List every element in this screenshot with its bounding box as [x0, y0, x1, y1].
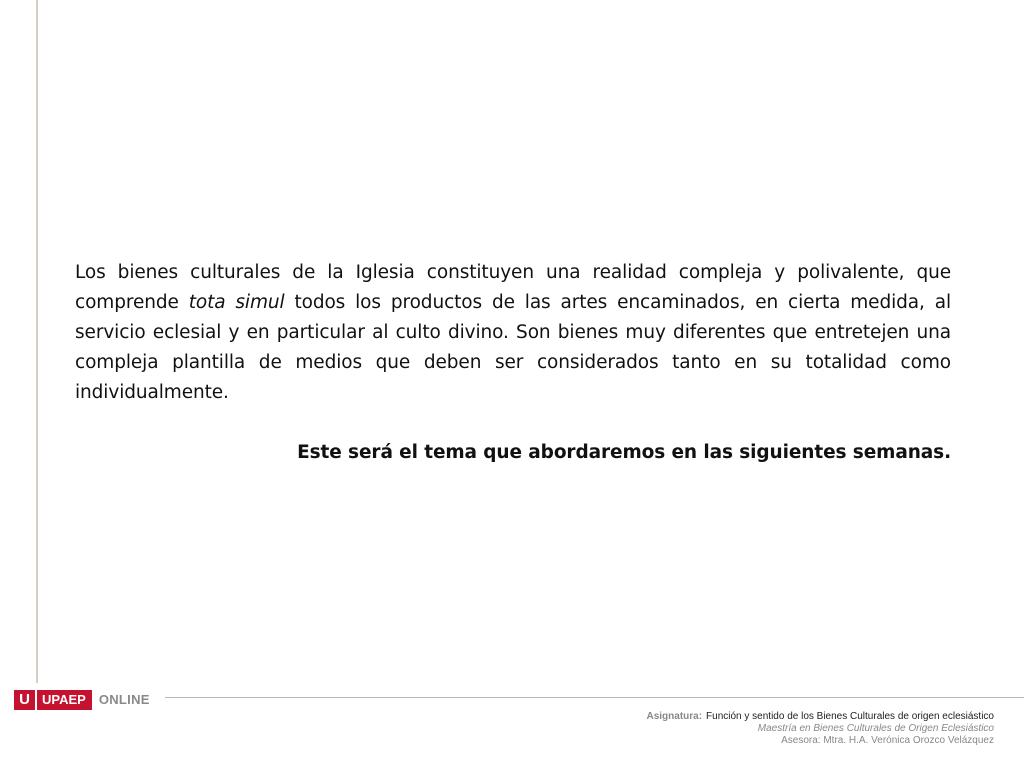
- slide-content: [75, 258, 951, 468]
- body-text-part2: todos los productos de las artes encaminados, en cierta medida, al servicio eclesial y en particular al culto divino. Son bienes muy diferentes que entretejen una compleja plantilla de medios que deben ser considerados tanto en su totalidad como individualmente.: [75, 292, 951, 403]
- footer-advisor: Asesora: Mtra. H.A. Verónica Orozco Velázquez: [781, 735, 994, 746]
- latin-phrase: tota simul: [188, 292, 285, 313]
- subject-name: Función y sentido de los Bienes Culturales de origen eclesiástico: [706, 711, 994, 722]
- upaep-online-logo: [14, 690, 150, 710]
- logo-upaep-text: UPAEP: [37, 690, 92, 710]
- footer-info: [646, 711, 994, 747]
- left-vertical-rule: [36, 0, 38, 683]
- subject-label: Asignatura:: [646, 711, 703, 722]
- footer-program: Maestría en Bienes Culturales de Origen Eclesiástico: [757, 723, 994, 734]
- body-text-part1: Los bienes culturales de la Iglesia constituyen una realidad compleja y polivalente, que comprende: [75, 262, 951, 313]
- footer-subject-line: [646, 711, 994, 723]
- emphasis-statement: Este será el tema que abordaremos en las siguientes semanas.: [297, 442, 951, 463]
- logo-u-mark: U: [14, 690, 35, 710]
- body-paragraph: [75, 258, 951, 408]
- logo-online-text: ONLINE: [98, 692, 150, 707]
- footer-divider: [165, 697, 1024, 698]
